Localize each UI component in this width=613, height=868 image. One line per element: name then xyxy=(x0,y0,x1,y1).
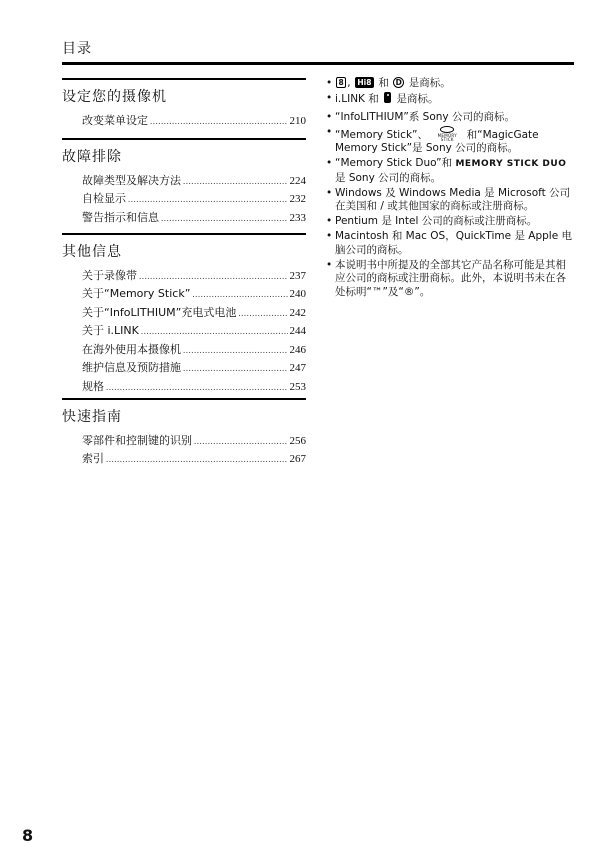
toc-entry-label: 关于录像带 xyxy=(82,268,137,282)
note-memory-stick-duo-trademark xyxy=(326,157,576,185)
toc-entry-page: 240 xyxy=(289,288,306,300)
dot-leader xyxy=(161,210,288,228)
video8-logo-icon: 8 xyxy=(336,77,346,88)
dot-leader xyxy=(183,360,288,378)
toc-entry-page: 253 xyxy=(289,380,306,393)
note-infolithium-trademark xyxy=(326,111,576,125)
toc-entry-page: 210 xyxy=(289,114,306,127)
bullet-icon: • xyxy=(326,186,333,199)
header-divider xyxy=(62,62,574,65)
section-divider xyxy=(62,398,306,400)
bullet-icon: • xyxy=(326,215,333,227)
toc-entry-page: 256 xyxy=(289,434,306,447)
dot-leader xyxy=(128,191,288,209)
note-text: Macintosh 和 Mac OS，QuickTime 是 Apple 电脑公司的商标。 xyxy=(335,230,573,256)
note-pentium-trademark xyxy=(326,215,576,229)
bullet-icon: • xyxy=(326,77,333,89)
toc-entry[interactable] xyxy=(82,172,306,191)
toc-entry[interactable] xyxy=(82,322,306,341)
section-divider xyxy=(62,138,306,140)
note-text: “InfoLITHIUM”系 Sony 公司的商标。 xyxy=(335,110,515,123)
bullet-icon: • xyxy=(326,230,333,242)
dot-leader xyxy=(194,433,288,451)
section-title: 其他信息 xyxy=(62,243,122,260)
toc-entry[interactable] xyxy=(82,285,306,304)
toc-entry-page: 232 xyxy=(289,193,306,205)
toc-entry[interactable] xyxy=(82,267,306,286)
note-text: 和 xyxy=(378,77,389,89)
toc-section-troubleshooting xyxy=(62,138,306,227)
toc-entry-page: 224 xyxy=(289,174,306,187)
digital8-logo-icon: D xyxy=(393,77,404,88)
note-text: Pentium 是 Intel 公司的商标或注册商标。 xyxy=(335,215,538,227)
toc-entry-label: 故障类型及解决方法 xyxy=(82,173,181,187)
toc-entry-page: 242 xyxy=(289,306,306,319)
toc-entry[interactable] xyxy=(82,432,306,451)
section-divider xyxy=(62,78,306,80)
note-text: “Memory Stick Duo”和 xyxy=(335,157,453,169)
note-text: Windows 及 Windows Media 是 Microsoft 公司在美国和 / 或其他国家的商标或注册商标。 xyxy=(335,186,571,212)
dot-leader xyxy=(183,173,288,191)
toc-entry-label: 零部件和控制键的识别 xyxy=(82,433,192,447)
toc-entry-label: 关于“InfoLITHIUM”充电式电池 xyxy=(82,305,237,319)
toc-entry-label: 改变菜单设定 xyxy=(82,113,148,127)
toc-entry-page: 267 xyxy=(289,453,306,465)
section-title: 故障排除 xyxy=(62,148,122,165)
toc-entry-label: 自检显示 xyxy=(82,192,126,205)
toc-entry[interactable] xyxy=(82,378,306,397)
section-divider xyxy=(62,233,306,235)
dot-leader xyxy=(150,113,288,131)
note-text: 是商标。 xyxy=(396,93,439,105)
note-video8-trademark: • 8 , Hi8 和 D 是商标。 xyxy=(326,77,451,89)
dot-leader xyxy=(238,305,287,323)
toc-section-other-info xyxy=(62,233,306,396)
note-other-trademarks xyxy=(326,259,576,300)
toc-section-quick-guide xyxy=(62,398,306,469)
ilink-logo-icon xyxy=(384,92,391,103)
toc-entry-label: 关于“Memory Stick” xyxy=(82,287,191,300)
dot-leader xyxy=(139,268,288,286)
bullet-icon: • xyxy=(326,125,333,138)
dot-leader xyxy=(106,451,288,469)
memory-stick-logo-icon xyxy=(432,126,462,142)
section-title: 快速指南 xyxy=(62,408,122,425)
toc-entry-label: 维护信息及预防措施 xyxy=(82,361,181,374)
note-text: i.LINK 和 xyxy=(335,93,379,105)
dot-leader xyxy=(141,323,288,341)
toc-entry-page: 237 xyxy=(289,269,306,282)
bullet-icon: • xyxy=(326,110,333,123)
toc-entry[interactable] xyxy=(82,112,306,131)
hi8-logo-icon: Hi8 xyxy=(355,77,374,88)
dot-leader xyxy=(192,286,287,304)
memory-stick-logo-text: MEMORY STICK xyxy=(437,132,457,142)
dot-leader xyxy=(106,379,288,397)
toc-entry-label: 规格 xyxy=(82,379,104,393)
toc-entry[interactable] xyxy=(82,359,306,378)
toc-entry-page: 233 xyxy=(289,211,306,224)
toc-entry[interactable] xyxy=(82,341,306,360)
toc-entry[interactable] xyxy=(82,304,306,323)
note-text: 是 Sony 公司的商标。 xyxy=(335,171,442,184)
toc-entry[interactable] xyxy=(82,209,306,228)
toc-entry-page: 244 xyxy=(289,325,306,337)
bullet-icon: • xyxy=(326,258,333,271)
page-title: 目录 xyxy=(62,41,92,57)
note-windows-trademark xyxy=(326,187,576,214)
note-ilink-trademark xyxy=(326,92,576,107)
toc-entry[interactable] xyxy=(82,190,306,209)
trademark-notes xyxy=(326,77,576,301)
note-text: “Memory Stick”、 xyxy=(335,128,428,141)
toc-entry-label: 索引 xyxy=(82,452,104,465)
toc-entry[interactable] xyxy=(82,450,306,469)
note-memory-stick-trademark xyxy=(326,126,576,156)
note-text: 本说明书中所提及的全部其它产品名称可能是其相应公司的商标或注册商标。此外，本说明书未在各处标明“™”及“®”。 xyxy=(335,258,566,298)
note-text: 和“MagicGate Memory Stick”是 Sony 公司的商标。 xyxy=(335,128,539,154)
note-apple-trademark xyxy=(326,230,576,257)
note-text: 是商标。 xyxy=(408,77,451,89)
memory-stick-duo-logo-icon: MEMORY STICK DUO xyxy=(455,159,567,169)
toc-section-settings xyxy=(62,78,306,130)
bullet-icon: • xyxy=(326,157,333,169)
toc-entry-page: 246 xyxy=(289,343,306,356)
page-number: 8 xyxy=(22,826,34,845)
toc-entry-page: 247 xyxy=(289,362,306,374)
section-title: 设定您的摄像机 xyxy=(62,88,167,105)
toc-entry-label: 警告指示和信息 xyxy=(82,210,159,224)
bullet-icon: • xyxy=(326,92,333,104)
toc-entry-label: 关于 i.LINK xyxy=(82,324,139,337)
toc-entry-label: 在海外使用本摄像机 xyxy=(82,342,181,356)
dot-leader xyxy=(183,342,288,360)
